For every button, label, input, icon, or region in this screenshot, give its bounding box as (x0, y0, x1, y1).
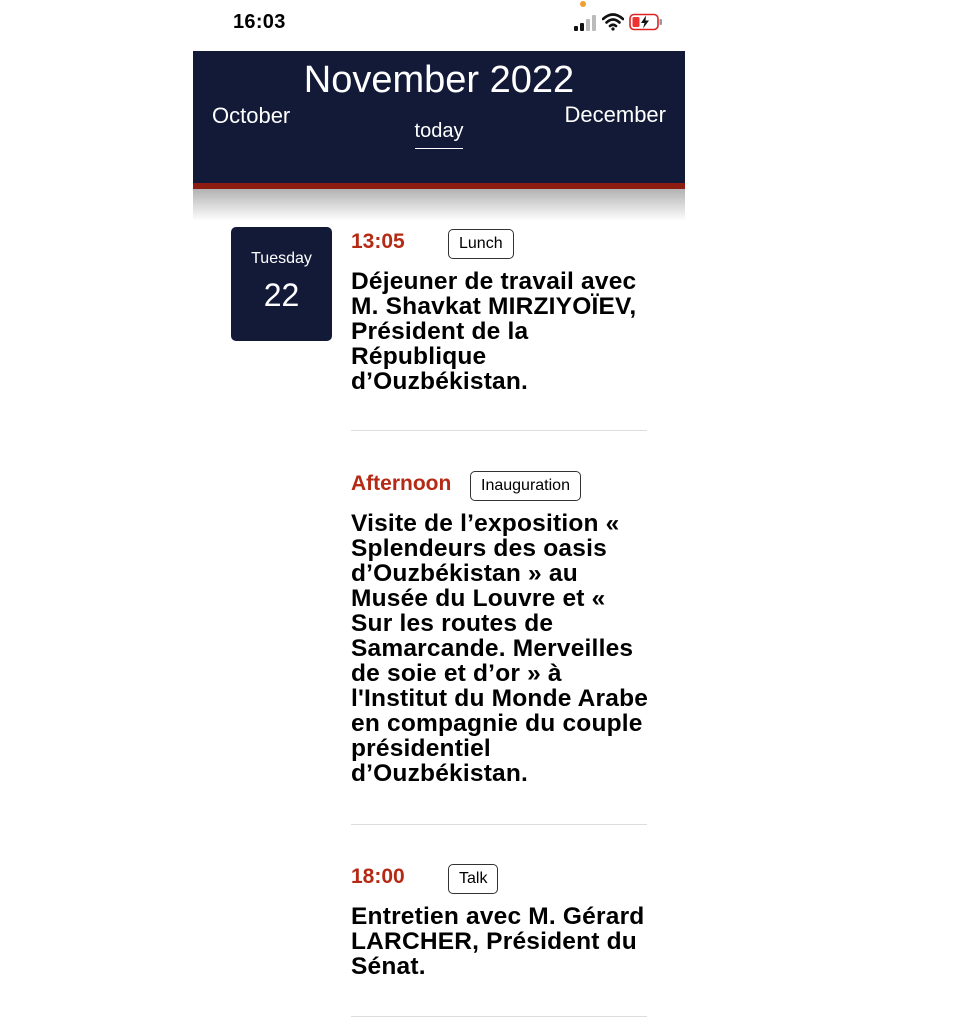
previous-month-link[interactable]: October (212, 103, 291, 128)
status-time: 16:03 (233, 11, 286, 33)
signal-icon (573, 15, 597, 31)
event-divider (351, 1016, 647, 1017)
event-divider (351, 824, 647, 825)
header-shadow (193, 189, 685, 221)
event-title[interactable]: Visite de l’exposition « Splendeurs des oasis d’Ouzbékistan » au Musée du Louvre et « Sur les routes de Samarcande. Merveilles de soie et d’or » à l'Institut du Monde Arabe en compagnie du couple présidentiel d’Ouzbékistan. (351, 510, 649, 787)
wifi-icon (602, 13, 624, 31)
event-tag: Lunch (448, 229, 514, 259)
event-time: 18:00 (351, 865, 405, 888)
event-item[interactable] (351, 230, 651, 400)
month-title: November 2022 (303, 59, 575, 101)
event-title[interactable]: Entretien avec M. Gérard LARCHER, Président du Sénat. (351, 903, 645, 980)
event-item[interactable] (351, 472, 651, 792)
today-link-wrapper (193, 120, 685, 149)
day-badge (231, 227, 332, 341)
day-weekday: Tuesday (251, 250, 312, 267)
event-time: Afternoon (351, 472, 452, 495)
event-tag: Inauguration (470, 471, 581, 501)
today-link[interactable]: today (415, 120, 464, 149)
calendar-header (193, 51, 685, 183)
battery-charging-icon (629, 13, 663, 31)
event-title[interactable]: Déjeuner de travail avec M. Shavkat MIRZIYOÏEV, Président de la République d’Ouzbékistan. (351, 268, 637, 395)
privacy-indicator-dot (580, 1, 586, 7)
event-time: 13:05 (351, 230, 405, 253)
next-month-link[interactable]: December (564, 102, 666, 127)
event-item[interactable] (351, 865, 651, 985)
status-bar (193, 0, 685, 50)
event-divider (351, 430, 647, 431)
day-number: 22 (263, 277, 300, 313)
event-tag: Talk (448, 864, 498, 894)
